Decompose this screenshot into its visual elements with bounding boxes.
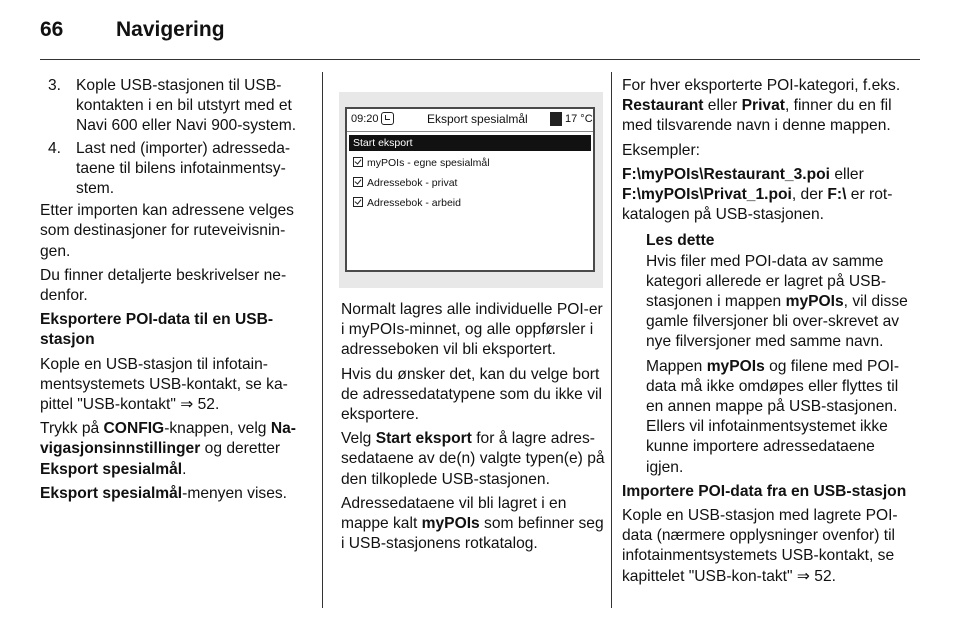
file-path: F:\myPOIs\Privat_1.poi	[622, 186, 792, 204]
page-header	[40, 18, 920, 50]
bold-term: Eksport spesialmål	[40, 460, 183, 478]
column-divider-left	[322, 72, 323, 608]
step-number: 3.	[48, 77, 62, 94]
screen-temperature: 17 °C	[565, 113, 593, 125]
checkbox-checked-icon	[353, 177, 363, 187]
paragraph: Kople en USB-stasjon med lagrete POI-data (nærmere opplysninger ovenfor) til infotainmentsystemets USB-kontakt, se kapittelet "USB-kon-takt" ⇒ 52.	[622, 507, 898, 585]
bold-term: Restaurant	[622, 97, 704, 115]
step-text: Kople USB-stasjonen til USB-kontakten i en bil utstyrt med et Navi 600 eller Navi 900-system.	[76, 77, 297, 135]
paragraph: Trykk på CONFIG-knappen, velg Na-vigasjonsinnstillinger og deretter Eksport spesialmål.	[40, 420, 296, 478]
bold-term: Privat	[741, 97, 785, 115]
infotainment-screen	[345, 107, 595, 272]
paragraph: Eksempler:	[622, 141, 700, 159]
list-item	[40, 76, 308, 137]
thermometer-icon	[550, 112, 562, 126]
screen-title: Eksport spesialmål	[427, 112, 528, 126]
screen-divider	[347, 131, 593, 132]
bold-term: myPOIs	[785, 293, 844, 311]
column-left	[40, 76, 308, 508]
column-divider-right	[611, 72, 612, 608]
section-heading: Eksportere POI-data til en USB-stasjon	[40, 311, 274, 349]
paragraph: For hver eksporterte POI-kategori, f.eks. Restaurant eller Privat, finner du en fil med tilsvarende navn i denne mappen.	[622, 77, 901, 135]
checkbox-checked-icon	[353, 197, 363, 207]
menu-item-mypois[interactable]: myPOIs - egne spesialmål	[349, 155, 591, 171]
bold-term: myPOIs	[706, 357, 765, 375]
header-rule	[40, 59, 920, 60]
checkbox-checked-icon	[353, 157, 363, 167]
note-title: Les dette	[646, 232, 715, 250]
menu-item-start-export[interactable]: Start eksport	[349, 135, 591, 151]
note-box	[622, 231, 912, 477]
paragraph: Du finner detaljerte beskrivelser ne-denfor.	[40, 266, 287, 305]
bold-term: Start eksport	[375, 430, 472, 448]
step-list	[40, 76, 308, 199]
bold-term: Eksport spesialmål	[40, 484, 183, 502]
bold-term: Na-vigasjonsinnstillinger	[40, 420, 296, 458]
screen-time: 09:20	[351, 113, 379, 125]
bold-term: myPOIs	[421, 515, 480, 533]
paragraph: Hvis filer med POI-data av samme kategori allerede er lagret på USB-stasjonen i mappen myPOIs, vil disse gamle filversjoner bli over-skrevet av nye filversjoner med samme navn.	[646, 252, 908, 351]
column-middle	[341, 300, 605, 558]
back-icon	[381, 112, 394, 125]
page-title: Navigering	[116, 18, 225, 41]
list-item	[40, 139, 308, 200]
file-path: F:\	[827, 186, 847, 204]
paragraph: F:\myPOIs\Restaurant_3.poi eller F:\myPOIs\Privat_1.poi, der F:\ er rot-katalogen på USB-stasjonen.	[622, 165, 893, 224]
paragraph: Mappen myPOIs og filene med POI-data må ikke omdøpes eller flyttes til en annen mappe på USB-stasjonen. Ellers vil infotainmentsystemet ikke kunne importere adressedataene igjen.	[646, 357, 900, 476]
page-number: 66	[40, 18, 64, 41]
paragraph: Hvis du ønsker det, kan du velge bort de adressedatatypene som du ikke vil eksportere.	[341, 365, 602, 424]
paragraph: Adressedataene vil bli lagret i en mappe kalt myPOIs som befinner seg i USB-stasjonens rotkatalog.	[341, 494, 604, 553]
paragraph: Velg Start eksport for å lagre adres-sedataene av de(n) valgte typen(e) på den tilkoplede USB-stasjonen.	[341, 430, 605, 488]
paragraph: Kople en USB-stasjon til infotain-mentsystemets USB-kontakt, se ka-pittel "USB-kontakt" ⇒ 52.	[40, 355, 288, 414]
paragraph: Eksport spesialmål-menyen vises.	[40, 484, 288, 502]
file-path: F:\myPOIs\Restaurant_3.poi	[622, 165, 830, 183]
step-number: 4.	[48, 139, 62, 157]
column-right	[622, 76, 912, 591]
section-heading: Importere POI-data fra en USB-stasjon	[622, 482, 907, 500]
screen-status-bar	[347, 109, 593, 131]
paragraph: Normalt lagres alle individuelle POI-er i myPOIs-minnet, og alle oppførsler i adresseboken vil bli eksportert.	[341, 301, 603, 359]
menu-item-addressbook-private[interactable]: Adressebok - privat	[349, 175, 591, 191]
step-text: Last ned (importer) adresseda-taene til bilens infotainmentsy-stem.	[76, 139, 291, 198]
menu-item-addressbook-work[interactable]: Adressebok - arbeid	[349, 195, 591, 211]
paragraph: Etter importen kan adressene velges som destinasjoner for ruteveivisnin-gen.	[40, 202, 294, 260]
screen-figure	[339, 92, 603, 288]
bold-term: CONFIG	[103, 420, 165, 438]
